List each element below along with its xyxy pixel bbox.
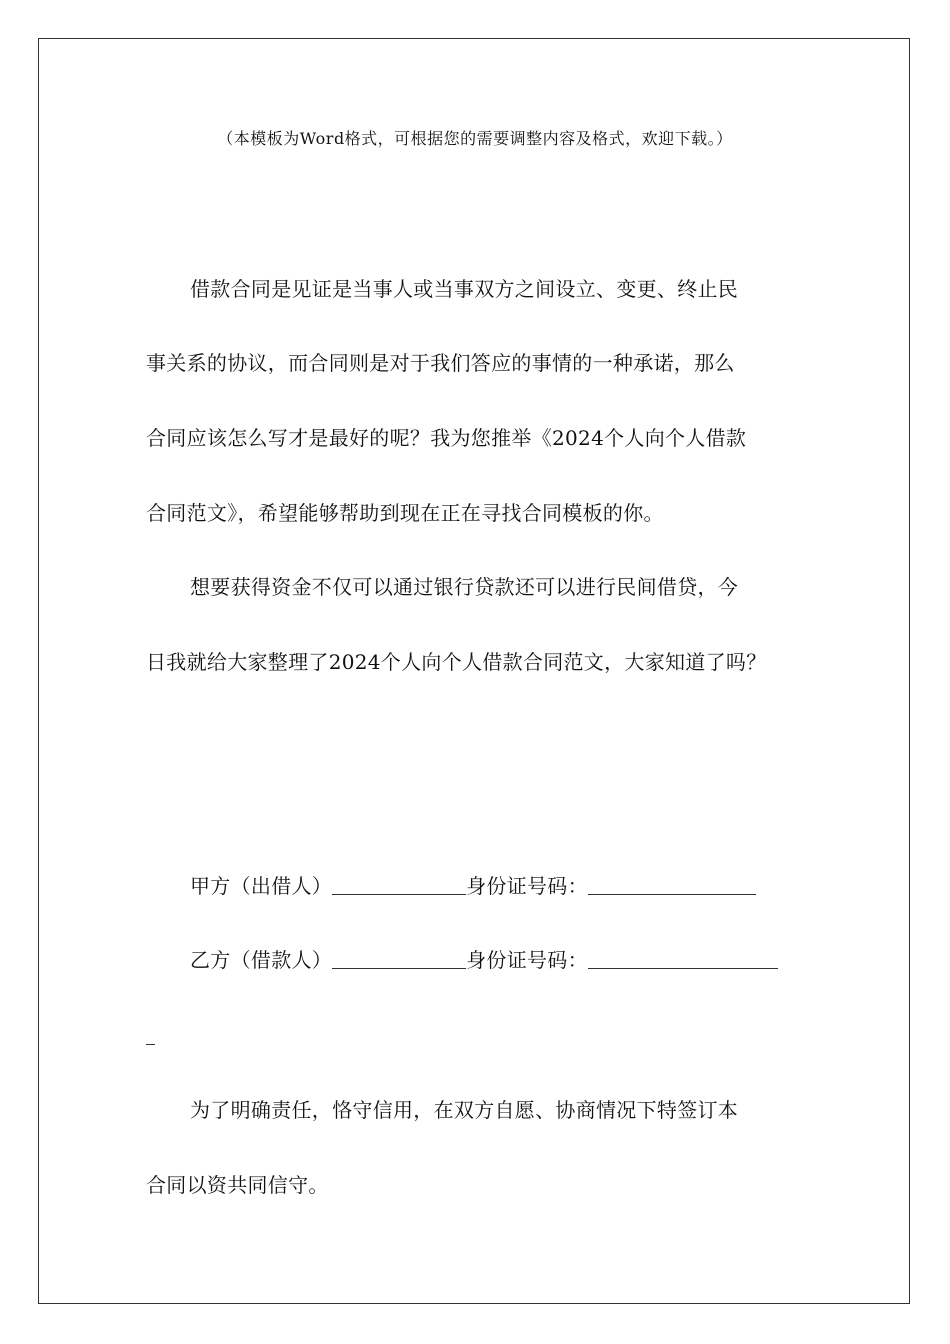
template-note: （本模板为Word格式，可根据您的需要调整内容及格式，欢迎下载。）: [217, 129, 733, 148]
party-a-id-blank[interactable]: [588, 874, 756, 895]
blank-continuation: [146, 1044, 155, 1045]
purpose-line-2: 合同以资共同信守。: [146, 1173, 329, 1197]
party-a-line: [190, 872, 756, 900]
intro-line-4: 合同范文》，希望能够帮助到现在正在寻找合同模板的你。: [146, 501, 664, 525]
purpose-line-1: 为了明确责任，恪守信用，在双方自愿、协商情况下特签订本: [190, 1098, 739, 1122]
intro-line-1: 借款合同是见证是当事人或当事双方之间设立、变更、终止民: [190, 277, 739, 301]
party-a-label: 甲方（出借人）: [190, 874, 333, 898]
intro-line-2: 事关系的协议，而合同则是对于我们答应的事情的一种承诺，那么: [146, 351, 735, 375]
intro-line-6: 日我就给大家整理了2024个人向个人借款合同范文，大家知道了吗？: [146, 650, 767, 674]
intro-line-5: 想要获得资金不仅可以通过银行贷款还可以进行民间借贷，今: [190, 575, 739, 599]
party-a-id-label: 身份证号码：: [466, 874, 588, 898]
intro-line-3: 合同应该怎么写才是最好的呢？我为您推举《2024个人向个人借款: [146, 426, 747, 450]
party-b-id-blank[interactable]: [588, 948, 778, 969]
party-b-label: 乙方（借款人）: [190, 948, 333, 972]
party-b-line: [190, 946, 778, 974]
party-b-id-label: 身份证号码：: [466, 948, 588, 972]
party-b-name-blank[interactable]: [332, 948, 466, 969]
party-a-name-blank[interactable]: [332, 874, 466, 895]
